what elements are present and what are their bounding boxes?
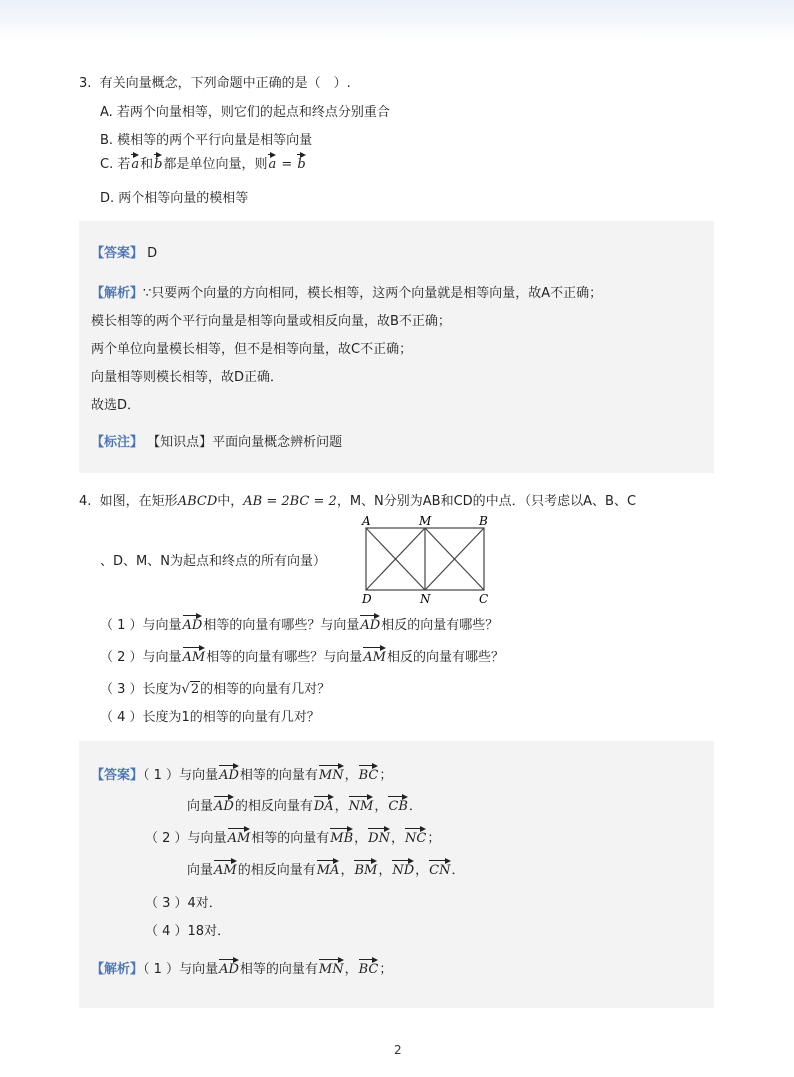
q3-stem-text: 有关向量概念，下列命题中正确的是（ ）.	[99, 76, 351, 91]
q4-answer-2-line-2: 向量 AM的相反向量有 MA， BM， ND， CN．	[187, 857, 465, 878]
q4-answer-1-line-1: 【答案】（ 1 ）与向量 AD相等的向量有 MN， BC；	[91, 762, 392, 783]
label-d: D	[362, 592, 372, 606]
sqrt-2: √2	[181, 682, 200, 697]
q3-analysis-line-4: 向量相等则模长相等，故D正确．	[91, 370, 284, 385]
header-band	[0, 0, 794, 40]
label-b: B	[479, 514, 488, 528]
q3-option-d: D. 两个相等向量的模相等	[100, 191, 249, 206]
q4-analysis-1: 【解析】（ 1 ）与向量 AD相等的向量有 MN， BC；	[91, 956, 392, 977]
q4-answer-3: （ 3 ）4对．	[145, 896, 222, 911]
analysis-tag: 【解析】	[91, 286, 144, 301]
answer-value: D	[147, 246, 158, 261]
answer-tag: 【答案】	[91, 246, 144, 261]
label-m: M	[419, 514, 432, 528]
answer-tag: 【答案】	[91, 768, 144, 783]
q4-stem-line-1: 4. 如图，在矩形ABCD中，AB = 2BC = 2，M、N分别为AB和CD的中点．（只考虑以A、B、C	[79, 494, 637, 509]
label-a: A	[362, 514, 371, 528]
q3-analysis-line-5: 故选D．	[91, 398, 141, 413]
vector-a: a	[131, 151, 139, 172]
q3-analysis-line-3: 两个单位向量模长相等，但不是相等向量，故C不正确；	[91, 342, 413, 357]
q3-number: 3.	[79, 76, 92, 91]
label-c: C	[479, 592, 489, 606]
q3-note: 【标注】 【知识点】平面向量概念辨析问题	[91, 435, 343, 450]
vector-b: b	[154, 151, 162, 172]
q4-sub-1: （ 1 ）与向量 AD相等的向量有哪些？与向量 AD相反的向量有哪些？	[100, 612, 498, 633]
analysis-tag: 【解析】	[91, 962, 144, 977]
q3-answer	[91, 242, 157, 261]
q3-analysis-line-2: 模长相等的两个平行向量是相等向量或相反向量，故B不正确；	[91, 314, 451, 329]
label-n: N	[420, 592, 431, 606]
q3-option-a: A. 若两个向量相等，则它们的起点和终点分别重合	[100, 105, 390, 120]
q3-stem	[79, 72, 351, 91]
q4-answer-1-line-2: 向量 AD的相反向量有 DA， NM， CB．	[187, 793, 422, 814]
q3-option-b: B. 模相等的两个平行向量是相等向量	[100, 133, 313, 148]
q4-sub-4: （ 4 ）长度为1的相等的向量有几对？	[100, 710, 320, 725]
q4-sub-3: （ 3 ）长度为√2的相等的向量有几对？	[100, 682, 331, 697]
page-number: 2	[394, 1043, 402, 1057]
q4-answer-4: （ 4 ）18对．	[145, 924, 231, 939]
q4-stem-line-2: 、D、M、N为起点和终点的所有向量）	[100, 554, 326, 569]
note-tag: 【标注】	[91, 435, 144, 450]
q3-option-c: C. 若 a和 b都是单位向量，则 a = b	[100, 151, 307, 172]
q4-answer-2-line-1: （ 2 ）与向量 AM相等的向量有 MB， DN， NC；	[145, 825, 440, 846]
q3-analysis-line-1: 【解析】∵只要两个向量的方向相同，模长相等，这两个向量就是相等向量，故A不正确；	[91, 286, 603, 301]
q4-number: 4.	[79, 494, 92, 509]
rectangle-figure	[358, 514, 498, 606]
q4-sub-2: （ 2 ）与向量 AM相等的向量有哪些？与向量 AM相反的向量有哪些？	[100, 644, 504, 665]
